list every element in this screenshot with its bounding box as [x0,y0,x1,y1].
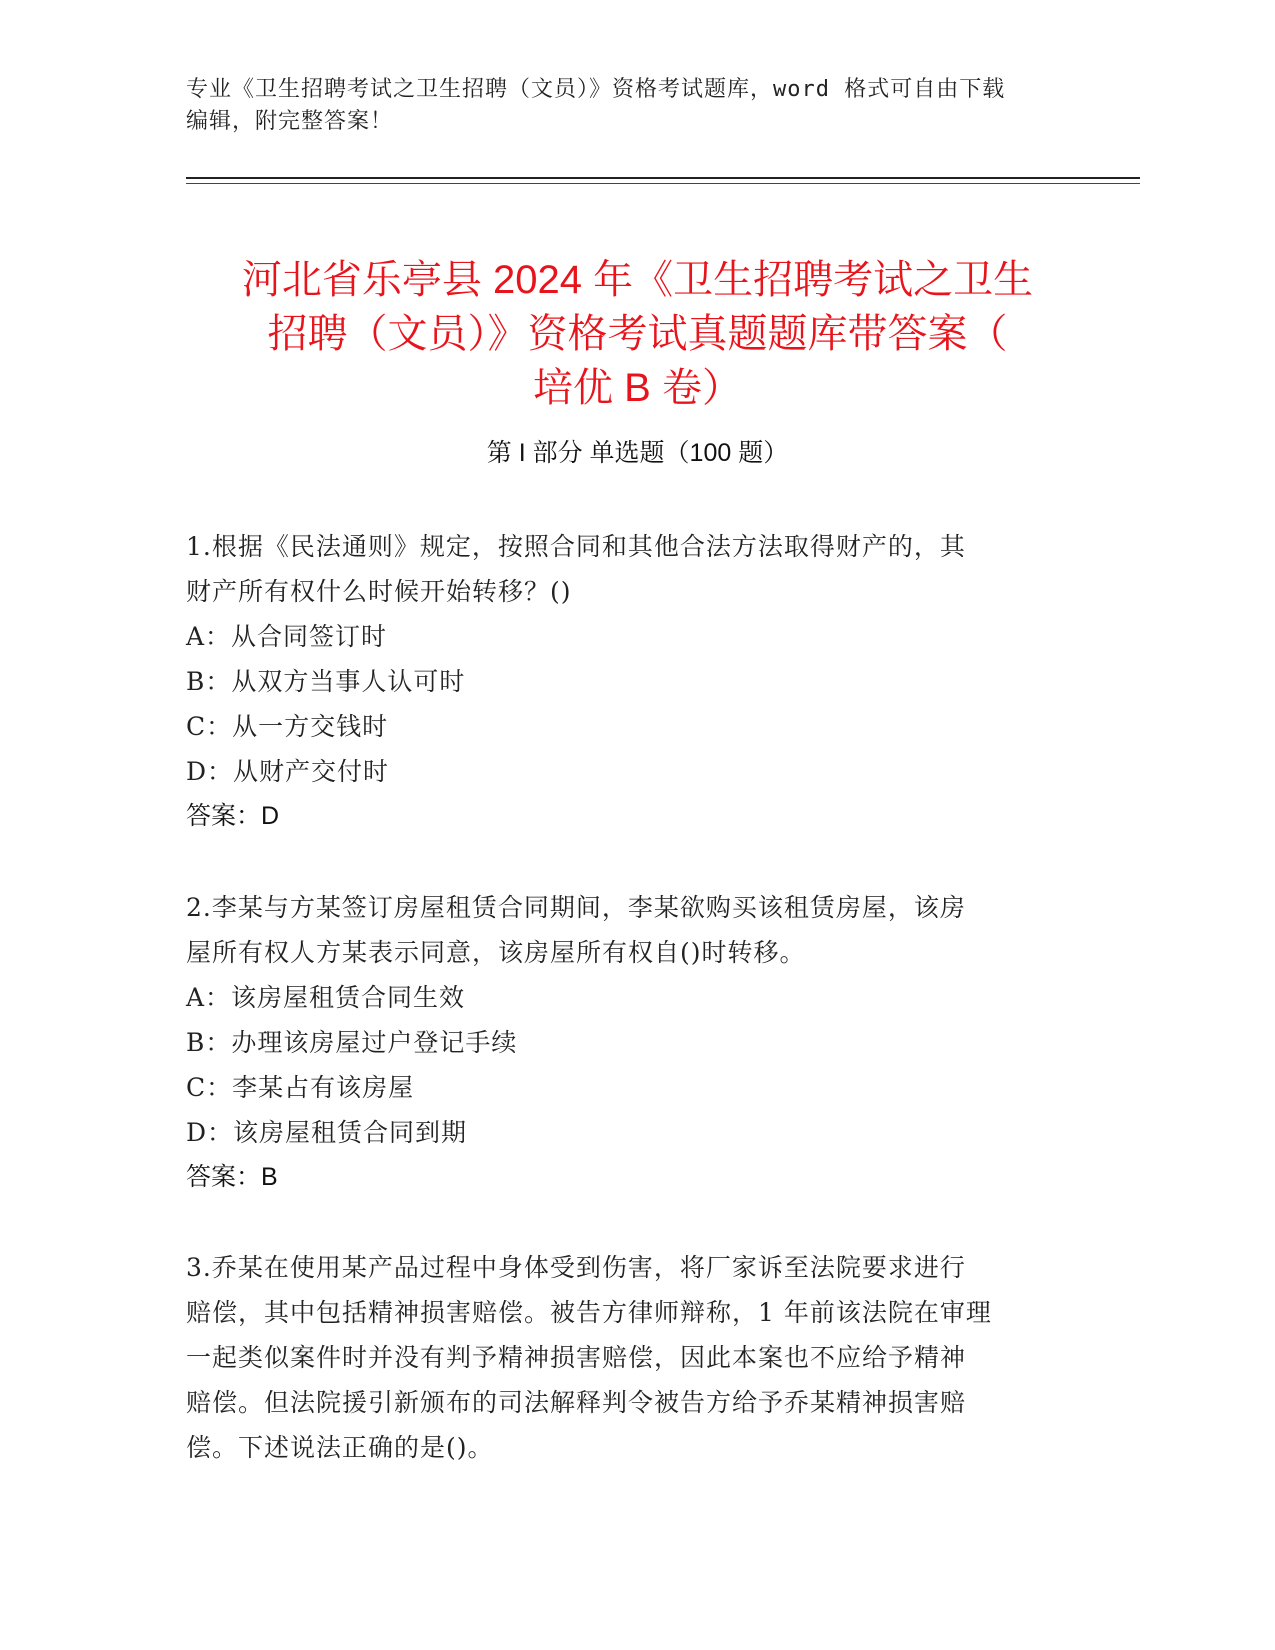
stem-line: 财产所有权什么时候开始转移？() [186,577,572,606]
stem-line: 一起类似案件时并没有判予精神损害赔偿，因此本案也不应给予精神 [186,1343,967,1372]
header-note [186,74,1086,138]
header-divider-thick [186,177,1140,179]
question-stem [186,885,1086,975]
stem-line: 2.李某与方某签订房屋租赁合同期间，李某欲购买该租赁房屋，该房 [186,893,966,922]
question-stem [186,524,1086,614]
question-stem [186,1245,1086,1470]
option-d: D：从财产交付时 [186,757,390,786]
stem-line: 1.根据《民法通则》规定，按照合同和其他合法方法取得财产的，其 [186,532,966,561]
answer-line: 答案：B [186,1163,278,1191]
section-heading: 第 I 部分 单选题（100 题） [486,439,789,467]
question-2 [186,885,1086,1200]
title-line: 河北省乐亭县 2024 年《卫生招聘考试之卫生 [241,257,1034,302]
header-divider-thin [186,183,1140,184]
stem-line: 屋所有权人方某表示同意，该房屋所有权自()时转移。 [186,938,806,967]
option-a: A：从合同签订时 [186,622,388,651]
stem-line: 3.乔某在使用某产品过程中身体受到伤害，将厂家诉至法院要求进行 [186,1253,966,1282]
title-line: 培优 B 卷） [533,365,742,410]
option-c: C：李某占有该房屋 [186,1073,415,1102]
answer-line: 答案：D [186,802,280,830]
option-d: D：该房屋租赁合同到期 [186,1118,468,1147]
title-line: 招聘（文员）》资格考试真题题库带答案（ [267,311,1008,356]
stem-line: 赔偿，其中包括精神损害赔偿。被告方律师辩称，1 年前该法院在审理 [186,1298,992,1327]
header-note-line: 专业《卫生招聘考试之卫生招聘（文员）》资格考试题库，word 格式可自由下载 [186,77,1006,102]
question-3 [186,1245,1086,1470]
document-title [160,253,1115,415]
question-1 [186,524,1086,839]
header-note-line: 编辑，附完整答案！ [186,109,394,134]
stem-line: 赔偿。但法院援引新颁布的司法解释判令被告方给予乔某精神损害赔 [186,1388,967,1417]
option-a: A：该房屋租赁合同生效 [186,983,466,1012]
option-c: C：从一方交钱时 [186,712,389,741]
option-b: B：办理该房屋过户登记手续 [186,1028,518,1057]
stem-line: 偿。下述说法正确的是()。 [186,1433,494,1462]
option-b: B：从双方当事人认可时 [186,667,466,696]
